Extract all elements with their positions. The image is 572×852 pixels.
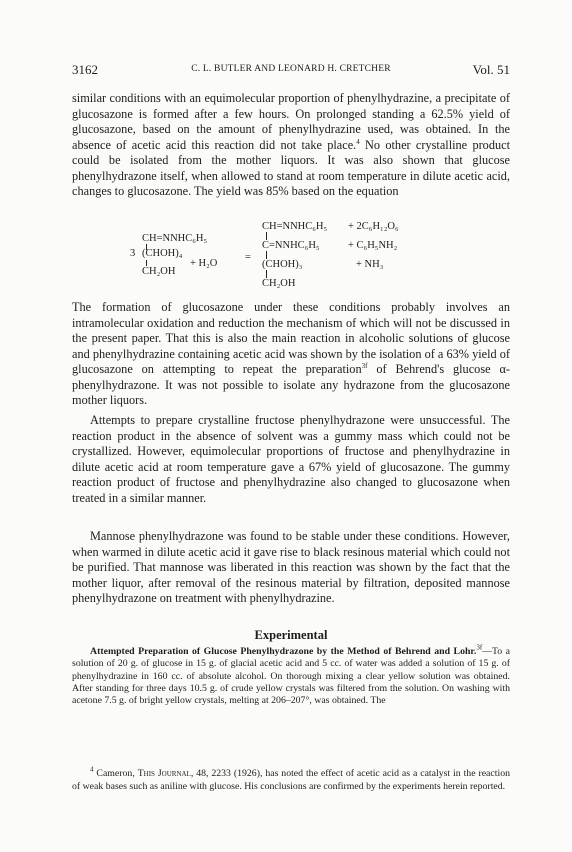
footnote — [72, 765, 510, 793]
eq-water: + H₂O — [190, 258, 218, 269]
eq-right-2-plus: + C₆H₅NH₂ — [348, 240, 398, 251]
footnote-mark: 4 — [90, 765, 94, 774]
footnote-ref: 3f — [476, 643, 483, 652]
experimental-paragraph — [72, 643, 511, 708]
paragraph-2-text: The formation of glucosazone under these conditions probably involves an intramolecular oxidation and reduction the mechanism of which will not be discussed in the present paper. That this is also the main reaction in alcoholic solutions of glucose and phenylhydrazine containing acetic acid was shown by the isolation of a 63% yield of glucosazone on attempting to repeat the preparation — [72, 300, 510, 377]
eq-coefficient: 3 — [130, 248, 136, 259]
section-heading: Experimental — [254, 628, 328, 642]
chemical-equation — [130, 220, 450, 300]
eq-equals: = — [245, 252, 251, 263]
eq-right-2: C=NNHC₆H₅ — [262, 240, 320, 251]
eq-right-top: CH=NNHC₆H₅ — [262, 221, 328, 232]
paragraph-1-text-cont: No other crystalline product could be isolated from the mother liquors. It was also shown that glucose phenylhydrazone itself, when allowed to stand at room temperature in dilute acetic acid, changes to glucosazone. The yield was 85% based on the equation — [72, 137, 511, 199]
running-head: C. L. BUTLER AND LEONARD H. CRETCHER — [191, 64, 391, 74]
paragraph-4 — [72, 529, 510, 607]
eq-right-top-plus: + 2C₆H₁₂O₆ — [348, 221, 399, 232]
footnote-text: Cameron, — [93, 768, 138, 779]
experimental-text: —To a solution of 20 g. of glucose in 15 g. of glacial acetic acid and 5 cc. of water was added a solution of 15 g. of phenylhydrazine in 160 cc. of absolute alcohol. On thorough mixing a clear yellow solution was obtained. After standing for three days 10.5 g. of crude yellow crystals was filtered from the solution. On washing with acetone 7.5 g. of bright yellow crystals, melting at 206–207°, was obtained. The — [72, 646, 511, 707]
eq-left-top: CH=NNHC₆H₅ — [142, 233, 208, 244]
volume-number: Vol. 51 — [472, 62, 510, 77]
eq-left-mid: (CHOH)₄ — [142, 248, 183, 259]
footnote-ref: 4 — [356, 137, 360, 146]
eq-left-bot: CH₂OH — [142, 266, 176, 277]
paragraph-4-text: Mannose phenylhydrazone was found to be stable under these conditions. However, when warmed in dilute acetic acid it gave rise to black resinous material which could not be purified. That mannose was liberated in this reaction was shown by the fact that the mother liquor, after removal of the resinous material by filtration, deposited mannose phenylhydrazone on treatment with phenylhydrazine. — [72, 529, 510, 606]
eq-right-3: (CHOH)₃ — [262, 259, 303, 270]
eq-right-bot: CH₂OH — [262, 278, 296, 289]
paragraph-2 — [72, 300, 510, 409]
paragraph-3 — [72, 413, 510, 506]
page-number: 3162 — [72, 62, 98, 77]
page-header — [72, 62, 510, 78]
footnote-text-cont: , 48, 2233 (1926), has noted the effect of acetic acid as a catalyst in the reaction of weak bases such as aniline with glucose. His conclusions are confirmed by the experiments herein reported. — [72, 768, 510, 792]
paragraph-1 — [72, 91, 510, 200]
paragraph-2-text-cont: of Behrend's glucose α-phenylhydrazone. It was not possible to isolate any hydrazone from the glucosazone mother liquors. — [72, 362, 510, 408]
paragraph-3-text: Attempts to prepare crystalline fructose phenylhydrazone were unsuccessful. The reaction product in the absence of solvent was a gummy mass which could not be crystallized. However, equimolecular proportions of fructose and phenylhydrazine in dilute acetic acid at room temperature gave a 67% yield of glucosazone. The gummy reaction product of fructose and phenylhydrazine also changed to glucosazone when treated in a similar manner. — [72, 413, 510, 505]
paragraph-1-text: similar conditions with an equimolecular proportion of phenylhydrazine, a precipitate of glucosazone is formed after a few hours. On prolonged standing a 62.5% yield of glucosazone, based on the amount of phenylhydrazine used, was obtained. In the absence of acetic acid this reaction did not take place. — [72, 91, 510, 152]
experimental-title: Attempted Preparation of Glucose Phenylhydrazone by the Method of Behrend and Lohr. — [90, 646, 477, 657]
eq-right-3-plus: + NH₃ — [356, 259, 384, 270]
footnote-journal: This Journal — [137, 768, 191, 779]
footnote-ref: 3f — [361, 362, 368, 371]
